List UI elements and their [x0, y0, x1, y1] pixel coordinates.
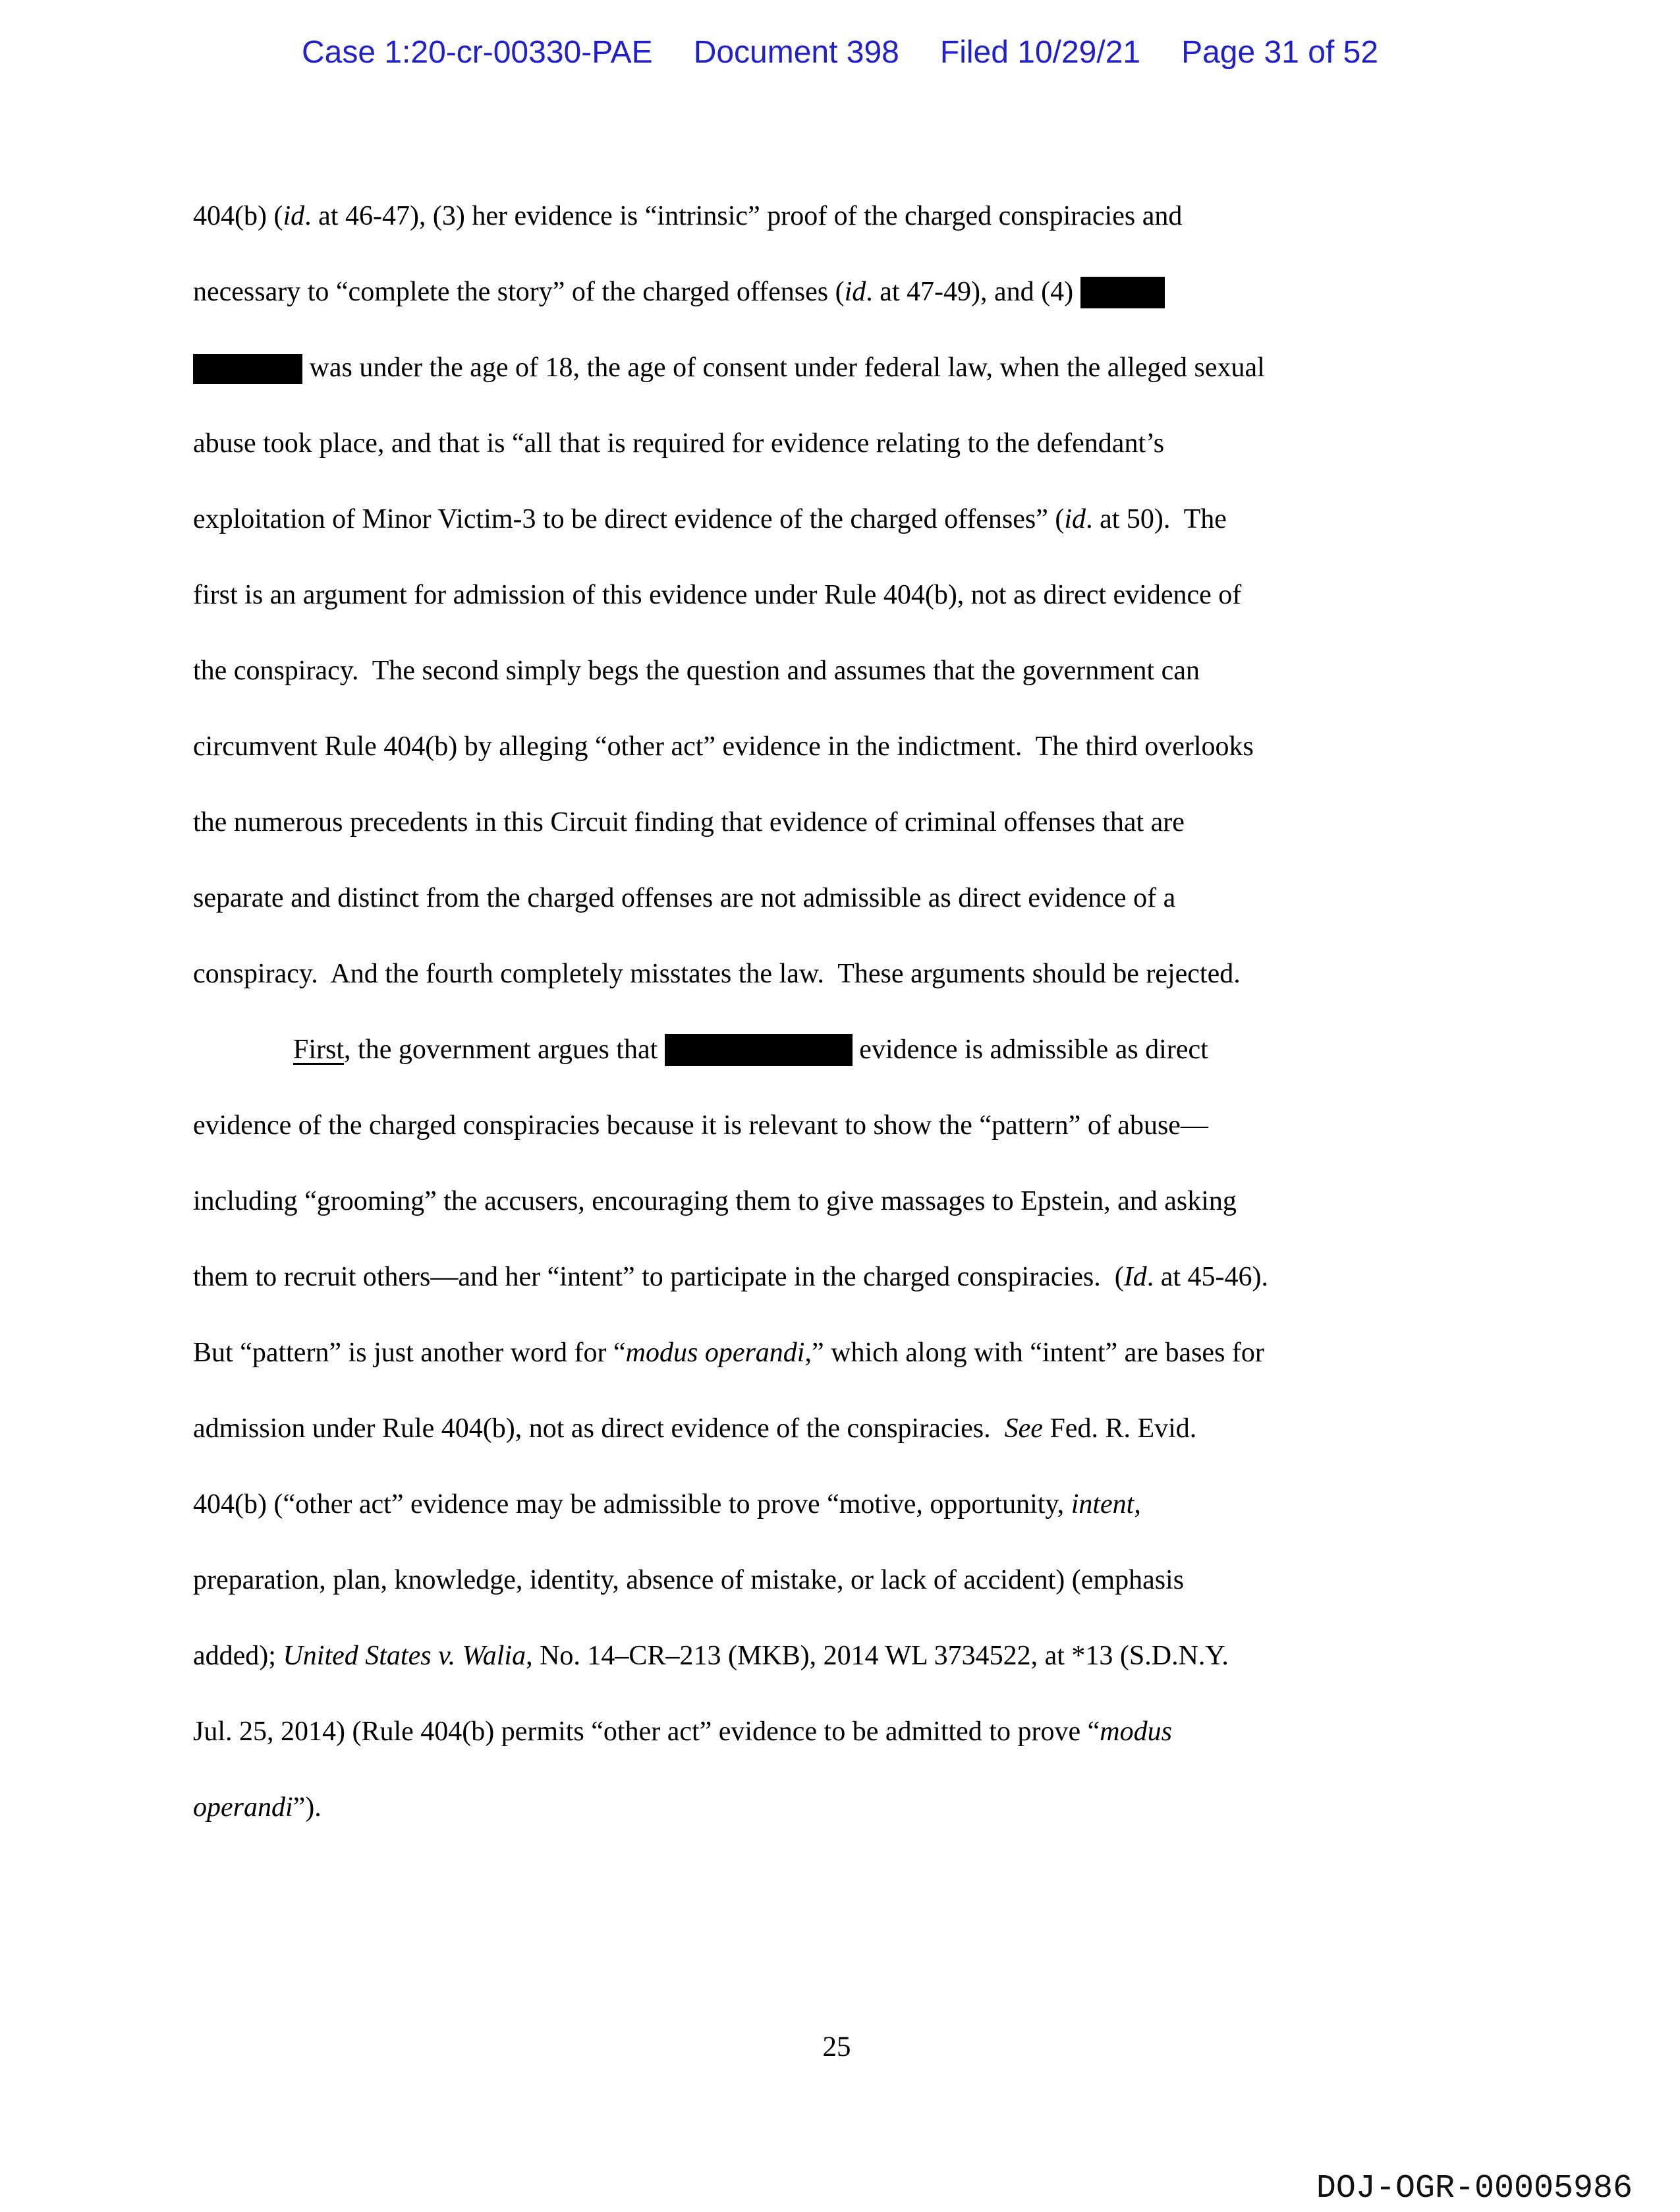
text-line [193, 406, 1504, 482]
text-line [193, 1618, 1504, 1694]
text-line [193, 1239, 1504, 1315]
text-run: was under the age of 18, the age of consent under federal law, when the alleged sexual [302, 353, 1265, 383]
text-line [193, 1694, 1504, 1770]
italic-text: Id [1123, 1262, 1147, 1292]
text-line [193, 1012, 1504, 1088]
text-run: circumvent Rule 404(b) by alleging “other act” evidence in the indictment. The third overlooks [193, 731, 1254, 762]
text-run: exploitation of Minor Victim-3 to be direct evidence of the charged offenses” ( [193, 504, 1065, 534]
text-run: first is an argument for admission of this evidence under Rule 404(b), not as direct evidence of [193, 580, 1242, 610]
redaction-bar [193, 354, 302, 384]
text-run: . at 47-49), and (4) [866, 277, 1080, 307]
bates-number: DOJ-OGR-00005986 [1316, 2170, 1633, 2207]
text-run: added); [193, 1641, 283, 1671]
text-line [193, 936, 1504, 1012]
text-run: necessary to “complete the story” of the charged offenses ( [193, 277, 845, 307]
text-line [193, 861, 1504, 936]
italic-text: id [844, 277, 866, 307]
text-line [193, 482, 1504, 557]
filed-date: Filed 10/29/21 [939, 35, 1141, 70]
italic-text: modus operandi [625, 1338, 805, 1368]
document-body [193, 179, 1504, 1846]
text-run: . at 45-46). [1146, 1262, 1268, 1292]
italic-text: United States v. Walia [283, 1641, 526, 1671]
text-run: them to recruit others—and her “intent” to participate in the charged conspiracies. ( [193, 1262, 1124, 1292]
text-line [193, 1315, 1504, 1391]
text-run: the numerous precedents in this Circuit finding that evidence of criminal offenses that are [193, 807, 1185, 837]
text-line [193, 1770, 1504, 1846]
text-run: the conspiracy. The second simply begs the question and assumes that the government can [193, 656, 1200, 686]
text-line [193, 633, 1504, 709]
text-line [193, 1088, 1504, 1164]
case-number: Case 1:20-cr-00330-PAE [301, 35, 653, 70]
text-run: But “pattern” is just another word for “ [193, 1338, 626, 1368]
text-line [193, 330, 1504, 406]
text-line [193, 179, 1504, 254]
text-run: evidence of the charged conspiracies because it is relevant to show the “pattern” of abuse— [193, 1110, 1208, 1141]
redaction-bar [1080, 277, 1165, 308]
text-run: Jul. 25, 2014) (Rule 404(b) permits “other act” evidence to be admitted to prove “ [193, 1716, 1100, 1747]
text-line [193, 1467, 1504, 1543]
text-run: abuse took place, and that is “all that is required for evidence relating to the defendant’s [193, 428, 1165, 459]
italic-text: operandi [193, 1792, 293, 1823]
text-run: including “grooming” the accusers, encouraging them to give massages to Epstein, and asking [193, 1186, 1237, 1216]
text-line [193, 1164, 1504, 1239]
text-run: conspiracy. And the fourth completely misstates the law. These arguments should be rejected. [193, 959, 1241, 989]
text-line [193, 709, 1504, 785]
italic-text: intent [1071, 1489, 1134, 1519]
page-indicator: Page 31 of 52 [1181, 35, 1379, 70]
text-line [193, 557, 1504, 633]
text-run: preparation, plan, knowledge, identity, absence of mistake, or lack of accident) (emphasis [193, 1565, 1185, 1595]
italic-text: modus [1100, 1716, 1172, 1747]
text-run: evidence is admissible as direct [852, 1035, 1208, 1065]
document-number: Document 398 [693, 35, 899, 70]
text-run: 404(b) (“other act” evidence may be admissible to prove “motive, opportunity, [193, 1489, 1071, 1519]
text-line [193, 1543, 1504, 1618]
page-number: 25 [822, 2031, 851, 2062]
text-line [193, 785, 1504, 861]
text-line [193, 1391, 1504, 1467]
italic-text: id [283, 201, 305, 231]
court-filing-header [0, 34, 1680, 71]
text-run: 404(b) ( [193, 201, 283, 231]
text-run: admission under Rule 404(b), not as direct evidence of the conspiracies. [193, 1413, 1005, 1444]
text-run: Fed. R. Evid. [1042, 1413, 1197, 1444]
text-run: ,” which along with “intent” are bases for [804, 1338, 1264, 1368]
italic-text: id [1064, 504, 1086, 534]
redaction-bar [665, 1034, 853, 1066]
text-run: separate and distinct from the charged offenses are not admissible as direct evidence of a [193, 883, 1176, 913]
italic-text: See [1004, 1413, 1043, 1444]
underlined-text: First [293, 1035, 345, 1065]
text-line [193, 254, 1504, 330]
text-run: ”). [293, 1792, 322, 1823]
text-run: , the government argues that [344, 1035, 665, 1065]
text-run: . at 46-47), (3) her evidence is “intrinsic” proof of the charged conspiracies and [304, 201, 1183, 231]
text-run: , [1134, 1489, 1141, 1519]
text-run: , No. 14–CR–213 (MKB), 2014 WL 3734522, at *13 (S.D.N.Y. [526, 1641, 1229, 1671]
text-run: . at 50). The [1086, 504, 1227, 534]
